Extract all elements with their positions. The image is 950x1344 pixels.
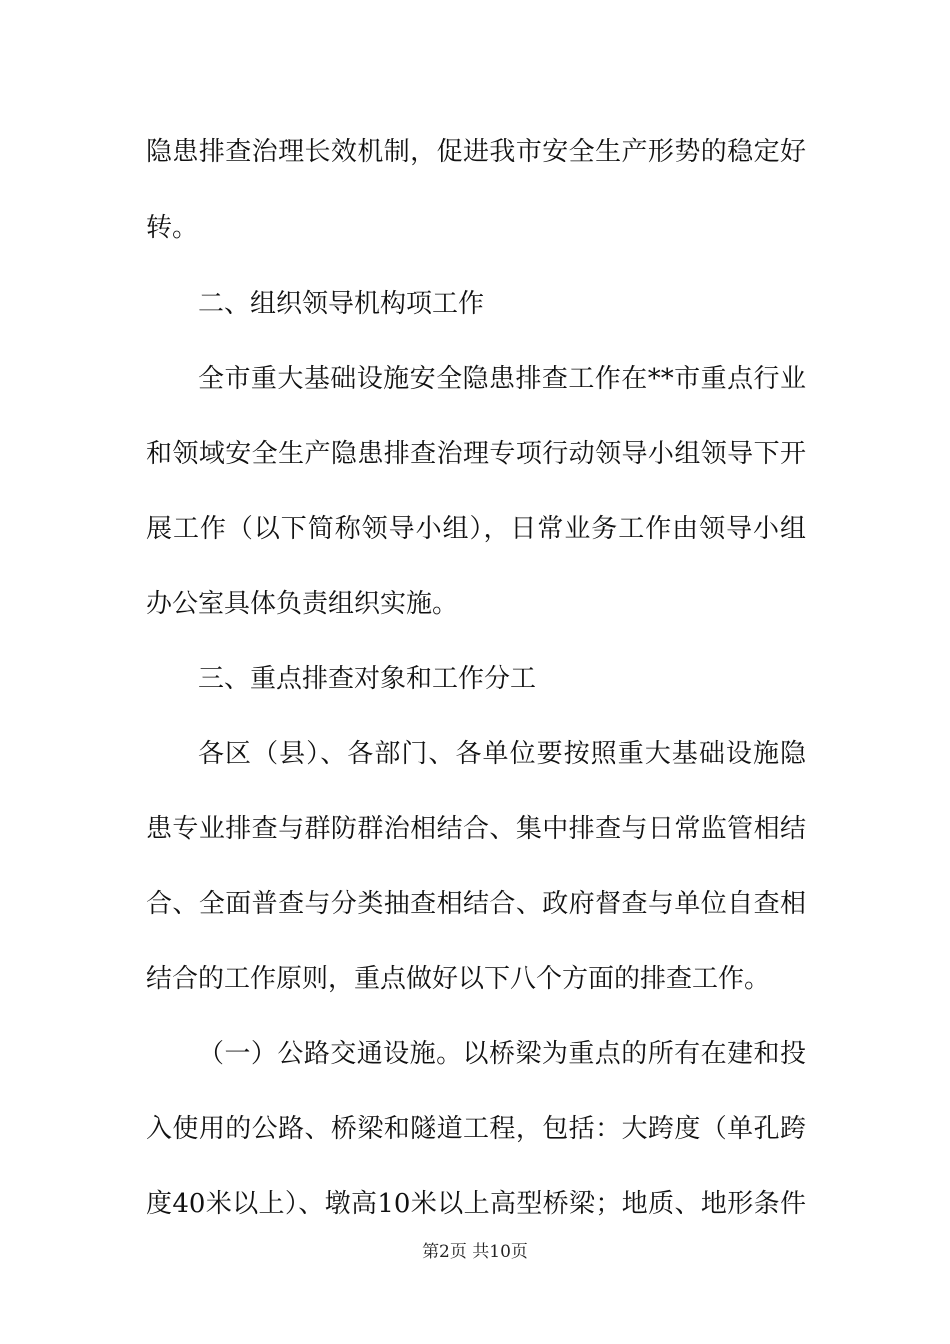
section-heading: 三、重点排查对象和工作分工 [198, 664, 537, 694]
body-text-line: 患专业排查与群防群治相结合、集中排查与日常监管相结 [146, 814, 806, 844]
body-text-line: 合、全面普查与分类抽查相结合、政府督查与单位自查相 [146, 889, 806, 919]
body-text-line: 转。 [146, 213, 199, 243]
paragraph-first-line: 各区（县）、各部门、各单位要按照重大基础设施隐 [198, 739, 806, 769]
body-text-line: 结合的工作原则，重点做好以下八个方面的排查工作。 [146, 964, 771, 994]
body-text-line: 度40米以上）、墩高10米以上高型桥梁；地质、地形条件 [146, 1189, 806, 1219]
body-text-line: 展工作（以下简称领导小组），日常业务工作由领导小组 [146, 514, 806, 544]
body-text-line: 和领域安全生产隐患排查治理专项行动领导小组领导下开 [146, 439, 806, 469]
paragraph-first-line: （一）公路交通设施。以桥梁为重点的所有在建和投 [198, 1039, 806, 1069]
body-text-line: 入使用的公路、桥梁和隧道工程，包括：大跨度（单孔跨 [146, 1114, 806, 1144]
page-number-footer: 第2页 共10页 [422, 1242, 528, 1262]
body-text-line: 办公室具体负责组织实施。 [146, 589, 459, 619]
section-heading: 二、组织领导机构项工作 [198, 289, 485, 319]
paragraph-first-line: 全市重大基础设施安全隐患排查工作在**市重点行业 [198, 364, 806, 394]
body-text-line: 隐患排查治理长效机制，促进我市安全生产形势的稳定好 [146, 137, 806, 167]
